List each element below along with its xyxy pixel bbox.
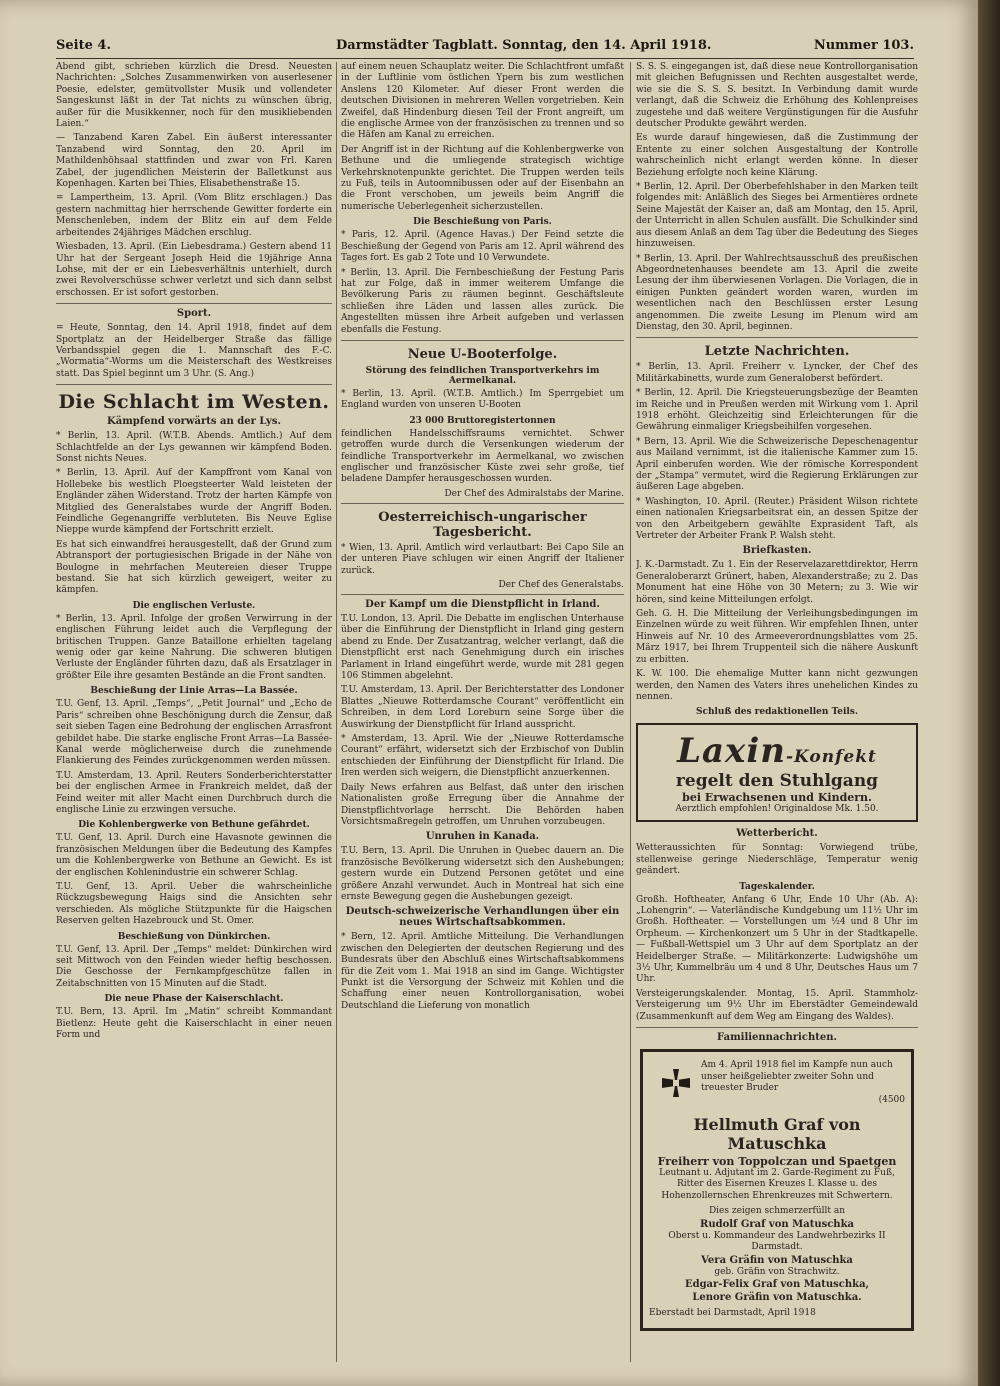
article-paragraph: T.U. Bern, 13. April. Im „Matin“ schreibt Kommandant Bietlenz: Heute geht die Kaiserschlacht in einer neuen Form und [56,1007,332,1041]
section-heading: Letzte Nachrichten. [704,344,850,360]
notice-intro: Am 4. April 1918 fiel im Kampfe nun auch unser heißgeliebter zweiter Sohn und treuester Bruder [701,1060,893,1093]
column-2 [341,62,624,1362]
article-paragraph: * Berlin, 13. April. Der Wahlrechtsausschuß des preußischen Abgeordnetenhauses beendete am 13. April die zweite Lesung der ihm überwiesenen Vorlagen. Die Vorlagen, die in einigen Punkten geändert worden waren, wurden im wesentlichen nach den Beschlüssen erster Lesung angenommen. Die zweite Lesung im Plenum wird am Dienstag, den 30. April, beginnen. [636,253,918,332]
ad-slogan: regelt den Stuhlgang [675,771,879,792]
article-paragraph: * Berlin, 13. April. (W.T.B. Abends. Amtlich.) Auf dem Schlachtfelde an der Lys gewannen wir kämpfend Boden. Sonst nichts Neues. [56,431,332,464]
notice-place-date: Eberstadt bei Darmstadt, April 1918 [649,1308,816,1318]
article-paragraph: = Lampertheim, 13. April. (Vom Blitz erschlagen.) Das gestern nachmittag hier herrschende Gewitter forderte ein Menschenleben, indem der Blitz ein auf dem Felde arbeitendes 24jähriges Mädchen erschlug. [56,193,332,238]
article-paragraph: Wiesbaden, 13. April. (Ein Liebesdrama.) Gestern abend 11 Uhr hat der Sergeant Joseph Heid die 19jährige Anna Lohse, mit der er ein Liebesverhältnis unterhielt, durch zwei Revolverschüsse schwer verletzt und sich dann selbst erschossen. Er ist sofort gestorben. [56,242,332,298]
article-paragraph: * Berlin, 13. April. Die Fernbeschießung der Festung Paris hat zur Folge, daß in immer weiterem Umfange die Bevölkerung Paris zu räumen beginnt. Geschäftsleute schließen ihre Läden und lassen alles zurück. Die Angestellten müssen ihre Arbeit aufgeben und verlassen ebenfalls die Festung. [341,267,624,335]
article-paragraph: * Bern, 13. April. Wie die Schweizerische Depeschenagentur aus Mailand vernimmt, ist die italienische Kammer zum 15. April einberufen worden. Wie der römische Korrespondent der „Stampa“ vermutet, wird die Regierung Erklärungen zur äußeren Lage abgeben. [636,436,918,493]
subheading: Die Kohlenbergwerke von Bethune gefährdet. [78,820,310,831]
article-paragraph: Daily News erfahren aus Belfast, daß unter den irischen Nationalisten große Erregung über die Annahme der Dienstpflichtvorlage herrscht. Die Behörden haben Vorsichtsmaßregeln getroffen, um Unruhen vorzubeugen. [341,782,624,827]
article-paragraph: Der Angriff ist in der Richtung auf die Kohlenbergwerke von Bethune und die umliegende strategisch wichtige Verkehrsknotenpunkte gerichtet. Die Truppen werden teils zu Fuß, teils in Autoomnibussen oder auf der Eisenbahn an die Front verschoben, um jeweils beim Angriff die numerische Ueberlegenheit sicherzustellen. [341,144,624,212]
mourner-name: Lenore Gräfin von Matuschka. [692,1292,862,1303]
article-paragraph: * Washington, 10. April. (Reuter.) Präsident Wilson richtete einen nationalen Kriegsarbeitsrat ein, an dessen Spitze der von den Arbeitgebern gewählte Exprasident Taft, als Vertreter der Arbeiter Frank P. Walsh steht. [636,496,918,542]
subheadline: Störung des feindlichen Transportverkehrs im Aermelkanal. [365,365,600,386]
divider [56,303,332,304]
book-binding-edge [978,0,1000,1386]
column-rule [336,62,337,1362]
subheading: Beschießung von Dünkirchen. [117,931,271,942]
divider [341,503,624,504]
column-3 [636,62,918,1362]
article-paragraph: T.U. Amsterdam, 13. April. Der Berichterstatter des Londoner Blattes „Nieuwe Rotterdamsche Courant“ veröffentlicht ein Schreiben, in dem Lord Loreburn seine Sorge über die Auswirkung der Dienstpflicht für Irland ausspricht. [341,685,624,730]
deceased-title: Freiherr von Toppolczan und Spaetgen [657,1154,897,1168]
mourner-title: Oberst u. Kommandeur des Landwehrbezirks II Darmstadt. [668,1230,886,1252]
section-heading: Wetterbericht. [736,828,818,840]
ad-price: Aerztlich empfohlen! Originaldose Mk. 1.50. [675,804,879,815]
subheading: Die Beschießung von Paris. [413,217,552,228]
subheading: Die englischen Verluste. [132,600,256,611]
article-paragraph: Es wurde darauf hingewiesen, daß die Zustimmung der Entente zu einer solchen Ausgestaltung der Kontrolle wahrscheinlich nicht erlangt werden könne. In dieser Beziehung erfolgte noch keine Klärung. [636,133,918,178]
mourners-intro: Dies zeigen schmerzerfüllt an [708,1206,846,1216]
article-paragraph: K. W. 100. Die ehemalige Mutter kann nicht gezwungen werden, den Namen des Vaters ihres unehelichen Kindes zu nennen. [636,669,918,702]
article-paragraph: * Wien, 13. April. Amtlich wird verlautbart: Bei Capo Sile an der unteren Piave schlugen wir einen Angriff der Italiener zurück. [341,542,624,576]
subheadline: Kämpfend vorwärts an der Lys. [107,416,281,428]
subheading: Die neue Phase der Kaiserschlacht. [104,994,284,1005]
death-notice [640,1049,914,1331]
subheading: Tageskalender. [739,881,815,892]
mourner-name: Edgar-Felix Graf von Matuschka, [684,1279,870,1290]
article-paragraph: T.U. London, 13. April. Die Debatte im englischen Unterhause über die Einführung der Dienstpflicht in Irland ging gestern abend zu Ende. Der Zusatzantrag, welcher verlangt, daß die Dienstpflicht erst nach Genehmigung durch ein irisches Parlament in Irland eingeführt werde, wurde mit 281 gegen 106 Stimmen abgelehnt. [341,614,624,682]
article-paragraph: Abend gibt, schrieben kürzlich die Dresd. Neuesten Nachrichten: „Solches Zusammenwirken von auserlesener Poesie, edelster, gemütvollster Musik und vollendeter Sangeskunst läßt in der Tat nichts zu wünschen übrig, außer für die Musikkenner, noch für den musikliebenden Laien.“ [56,62,332,130]
ad-brand: Laxin-Konfekt [677,731,877,772]
headline: Die Schlacht im Westen. [58,391,330,414]
laxin-advertisement [636,723,918,822]
page-header [56,36,914,59]
article-paragraph: — Tanzabend Karen Zabel. Ein äußerst interessanter Tanzabend wird Sonntag, den 20. April im Mathildenhöhsaal stattfinden und zwar von Frl. Karen Zabel, der jugendlichen Meisterin der Balletkunst aus Kopenhagen. Karten bei Thies, Elisabethenstraße 15. [56,133,332,190]
notice-code: (4500 [878,1094,905,1105]
article-paragraph: J. K.-Darmstadt. Zu 1. Ein der Reservelazarettdirektor, Herrn Generaloberarzt Grünert, haben, Alexanderstraße; zu 2. Das Monument hat eine Höhe von 30 Metern; zu 3. Wie wir hören, sind keine Mitteilungen erfolgt. [636,560,918,605]
ad-audience: bei Erwachsenen und Kindern. [682,791,872,805]
signature: Der Chef des Admiralstabs der Marine. [444,488,624,499]
divider [636,1027,918,1028]
article-paragraph: * Berlin, 13. April. (W.T.B. Amtlich.) Im Sperrgebiet um England wurden von unseren U-Booten [341,388,624,411]
article-paragraph: Geh. G. H. Die Mitteilung der Verleihungsbedingungen im Einzelnen würde zu weit führen. Wir empfehlen Ihnen, unter Hinweis auf Nr. 10 des Armeeverordnungsblattes vom 25. März 1917, bei Ihrem Truppenteil sich die nähere Auskunft zu erbitten. [636,609,918,665]
article-paragraph: * Paris, 12. April. (Agence Havas.) Der Feind setzte die Beschießung der Gegend von Paris am 12. April während des Tages fort. Es gab 2 Tote und 10 Verwundete. [341,230,624,264]
section-heading: Sport. [176,308,212,320]
article-paragraph: T.U. Genf, 13. April. „Temps“, „Petit Journal“ und „Echo de Paris“ schreiben ohne Beschönigung durch die Zensur, daß seit sieben Tagen eine Bedrohung der englischen Arrasfront gebildet habe. Die starke englische Front Arras—La Bassée-Kanal werde möglicherweise durch die zunehmende Flankierung des Feindes zurückgenommen werden müssen. [56,699,332,767]
page-number: Seite 4. [56,38,111,53]
article-paragraph: * Berlin, 13. April. Infolge der großen Verwirrung in der englischen Führung leidet auch die Verpflegung der britischen Truppen. Ganze Bataillone erhielten tagelang wenig oder gar keine Nahrung. Die schweren blutigen Verluste der Engländer führten dazu, daß als Ersatzlager in größter Eile ihre gesamten Bestände an die Front sandten. [56,613,332,681]
mourner-title: geb. Gräfin von Strachwitz. [714,1266,840,1277]
article-paragraph: feindlichen Handelsschiffsraums vernichtet. Schwer getroffen wurde durch die Versenkungen wiederum der feindliche Transportverkehr im Aermelkanal, wo zwischen englischer und französischer Küste zwei sehr große, tief beladene Dampfer herausgeschossen wurden. [341,428,624,485]
section-heading: Deutsch-schweizerische Verhandlungen über ein neues Wirtschaftsabkommen. [345,906,620,929]
tonnage-figure: 23 000 Bruttoregistertonnen [409,415,556,426]
weather-forecast: Wetteraussichten für Sonntag: Vorwiegend trübe, stellenweise geringe Niederschläge, Temperatur wenig geändert. [636,843,918,877]
article-paragraph: * Berlin, 13. April. Auf der Kampffront vom Kanal von Hollebeke bis westlich Ploegsteerter Wald leisteten der Engländer zähen Widerstand. Trotz der harten Kämpfe von Mitglied des Generalstabes wurde der Angriff Boden. Feindliche Gegenangriffe verbluteten. Bis Neuve Eglise Nieppe wurde kämpfend der Fortschritt erzielt. [56,468,332,536]
column-1 [56,62,332,1362]
event-calendar: Großh. Hoftheater, Anfang 6 Uhr, Ende 10 Uhr (Ab. A): „Lohengrin“. — Vaterländische Kundgebung um 11½ Uhr im Großh. Hoftheater. — Vorstellungen um ½4 und 8 Uhr im Orpheum. — Kirchenkonzert um 5 Uhr in der Stadtkapelle. — Fußball-Wettspiel um 3 Uhr auf dem Sportplatz an der Heidelberger Straße. — Militärkonzerte: Ludwigshöhe um 3½ Uhr, Kummelbräu um 4 und 8 Uhr, Deutsches Haus um 7 Uhr. [636,894,918,985]
signature: Der Chef des Generalstabs. [498,580,624,590]
masthead: Darmstädter Tagblatt. Sonntag, den 14. April 1918. [336,38,712,53]
section-heading: Briefkasten. [742,545,812,557]
article-paragraph: * Berlin, 12. April. Der Oberbefehlshaber in den Marken teilt folgendes mit: Anläßlich des Sieges bei Armentières ordnete Seine Majestät der Kaiser an, daß am Montag, den 15. April, der Unterricht in allen Schulen ausfällt. Die Schulkinder sind aus diesem Anlaß an dem Tag über die Bedeutung des Sieges hinzuweisen. [636,182,918,250]
article-paragraph: * Amsterdam, 13. April. Wie der „Nieuwe Rotterdamsche Courant“ erfährt, widersetzt sich der Erzbischof von Dublin entschieden der Einführung der Dienstpflicht für Irland. Die Iren werden sich weigern, die Dienstpflicht anzuerkennen. [341,734,624,779]
article-paragraph: Es hat sich einwandfrei herausgestellt, daß der Grund zum Abtransport der portugiesischen Brigade in der Nähe von Boulogne in mehrfachen Meutereien dieser Truppe bestand. Sie hat sich kürzlich geweigert, weiter zu kämpfen. [56,539,332,596]
mourner-name: Vera Gräfin von Matuschka [701,1254,853,1266]
section-heading: Unruhen in Kanada. [425,831,540,843]
divider [341,594,624,595]
article-paragraph: T.U. Genf, 13. April. Durch eine Havasnote gewinnen die französischen Meldungen über die Bedeutung des Kampfes um die Kohlenbergwerke von Bethune an Gewicht. Es ist der englischen Kohlenindustrie ein schwerer Schlag. [56,833,332,878]
article-paragraph: T.U. Genf, 13. April. Ueber die wahrscheinliche Rückzugsbewegung Haigs sind die Ansichten sehr verschieden. Als mögliche Stützpunkte für die Haigschen Reserven gelten Hazebrouck und St. Omer. [56,881,332,927]
section-heading: Familiennachrichten. [717,1032,837,1043]
mourner-name: Rudolf Graf von Matuschka [700,1218,854,1230]
divider [56,384,332,385]
article-paragraph: S. S. S. eingegangen ist, daß diese neue Kontrollorganisation mit gleichen Befugnissen und Rechten ausgestaltet werde, wie sie die S. S. S. besitzt. In Verbindung damit wurde verlangt, daß die Schweiz die Erhöhung des Kohlenpreises zugestehe und daß weitere Vergünstigungen für die Ausfuhr deutscher Produkte gewährt werden. [636,62,918,130]
section-heading: Der Kampf um die Dienstpflicht in Irland. [365,599,600,610]
column-rule [630,62,631,1362]
auction-calendar: Versteigerungskalender. Montag, 15. April. Stammholz-Versteigerung um 9½ Uhr im Eberstädter Gemeindewald (Zusammenkunft auf dem Weg am Eingang des Waldes). [636,988,918,1022]
article-paragraph: = Heute, Sonntag, den 14. April 1918, findet auf dem Sportplatz an der Heidelberger Straße das fällige Verbandsspiel gegen die 1. Mannschaft des F.-C. „Wormatia“-Worms um die Meisterschaft des Westkreises statt. Das Spiel beginnt um 3 Uhr. (S. Ang.) [56,323,332,379]
editorial-end-note: Schluß des redaktionellen Teils. [695,707,859,718]
deceased-name: Hellmuth Graf von Matuschka [693,1114,861,1153]
iron-cross-icon [661,1068,691,1098]
article-paragraph: * Bern, 12. April. Amtliche Mitteilung. Die Verhandlungen zwischen den Delegierten der deutschen Regierung und des Bundesrats über den Abschluß eines Wirtschaftsabkommens für die Zeit vom 1. Mai 1918 an sind im Gange. Wichtigster Punkt ist die Versorgung der Schweiz mit Kohlen und die Schaffung einer neuen Kontrollorganisation, wobei Deutschland die Lieferung von monatlich [341,932,624,1011]
article-paragraph: T.U. Bern, 13. April. Die Unruhen in Quebec dauern an. Die französische Bevölkerung widersetzt sich den Aushebungen; gestern wurde ein Dutzend Personen getötet und eine größere Anzahl verwundet. Auch in Montreal hat sich eine ernste Bewegung gegen die Aushebungen gezeigt. [341,846,624,902]
article-paragraph: * Berlin, 13. April. Freiherr v. Lyncker, der Chef des Militärkabinetts, wurde zum Generaloberst befördert. [636,362,918,384]
deceased-rank: Leutnant u. Adjutant im 2. Garde-Regiment zu Fuß, Ritter des Eisernen Kreuzes I. Klasse u. des Hohenzollernschen Ehrenkreuzes mit Schwertern. [659,1167,895,1201]
article-paragraph: * Berlin, 12. April. Die Kriegsteuerungsbezüge der Beamten im Reiche und in Preußen werden mit Wirkung vom 1. April 1918 erhöht. Gleichzeitig sind Erleichterungen für die Gewährung einmaliger Kriegsbeihilfen vorgesehen. [636,388,918,433]
section-heading: Oesterreichisch-ungarischer Tagesbericht. [378,509,587,540]
section-heading: Neue U-Booterfolge. [407,346,558,362]
divider [341,340,624,341]
article-paragraph: auf einem neuen Schauplatz weiter. Die Schlachtfront umfaßt in der Luftlinie vom östlichen Ypern bis zum westlichen Anslens 120 Kilometer. Auf dieser Front werden die deutschen Divisionen in mehreren Wellen vorgetrieben. Kein Zweifel, daß Hindenburg diesen Teil der Front angreift, um die englische Armee von der französischen zu trennen und so die Häfen am Kanal zu erreichen. [341,62,624,141]
divider [636,337,918,338]
issue-number: Nummer 103. [813,38,914,53]
article-paragraph: T.U. Genf, 13. April. Der „Temps“ meldet: Dünkirchen wird seit Mittwoch von den Feinden wieder heftig beschossen. Die Geschosse der Fernkampfgeschütze fallen in Zeitabschnitten von 15 Minuten auf die Stadt. [56,944,332,989]
subheading: Beschießung der Linie Arras—La Bassée. [90,686,298,697]
article-paragraph: T.U. Amsterdam, 13. April. Reuters Sonderberichterstatter bei der englischen Armee in Frankreich meldet, daß der Feind weiter mit aller Macht einen Durchbruch durch die englische Linie zu erzwingen versuche. [56,770,332,815]
